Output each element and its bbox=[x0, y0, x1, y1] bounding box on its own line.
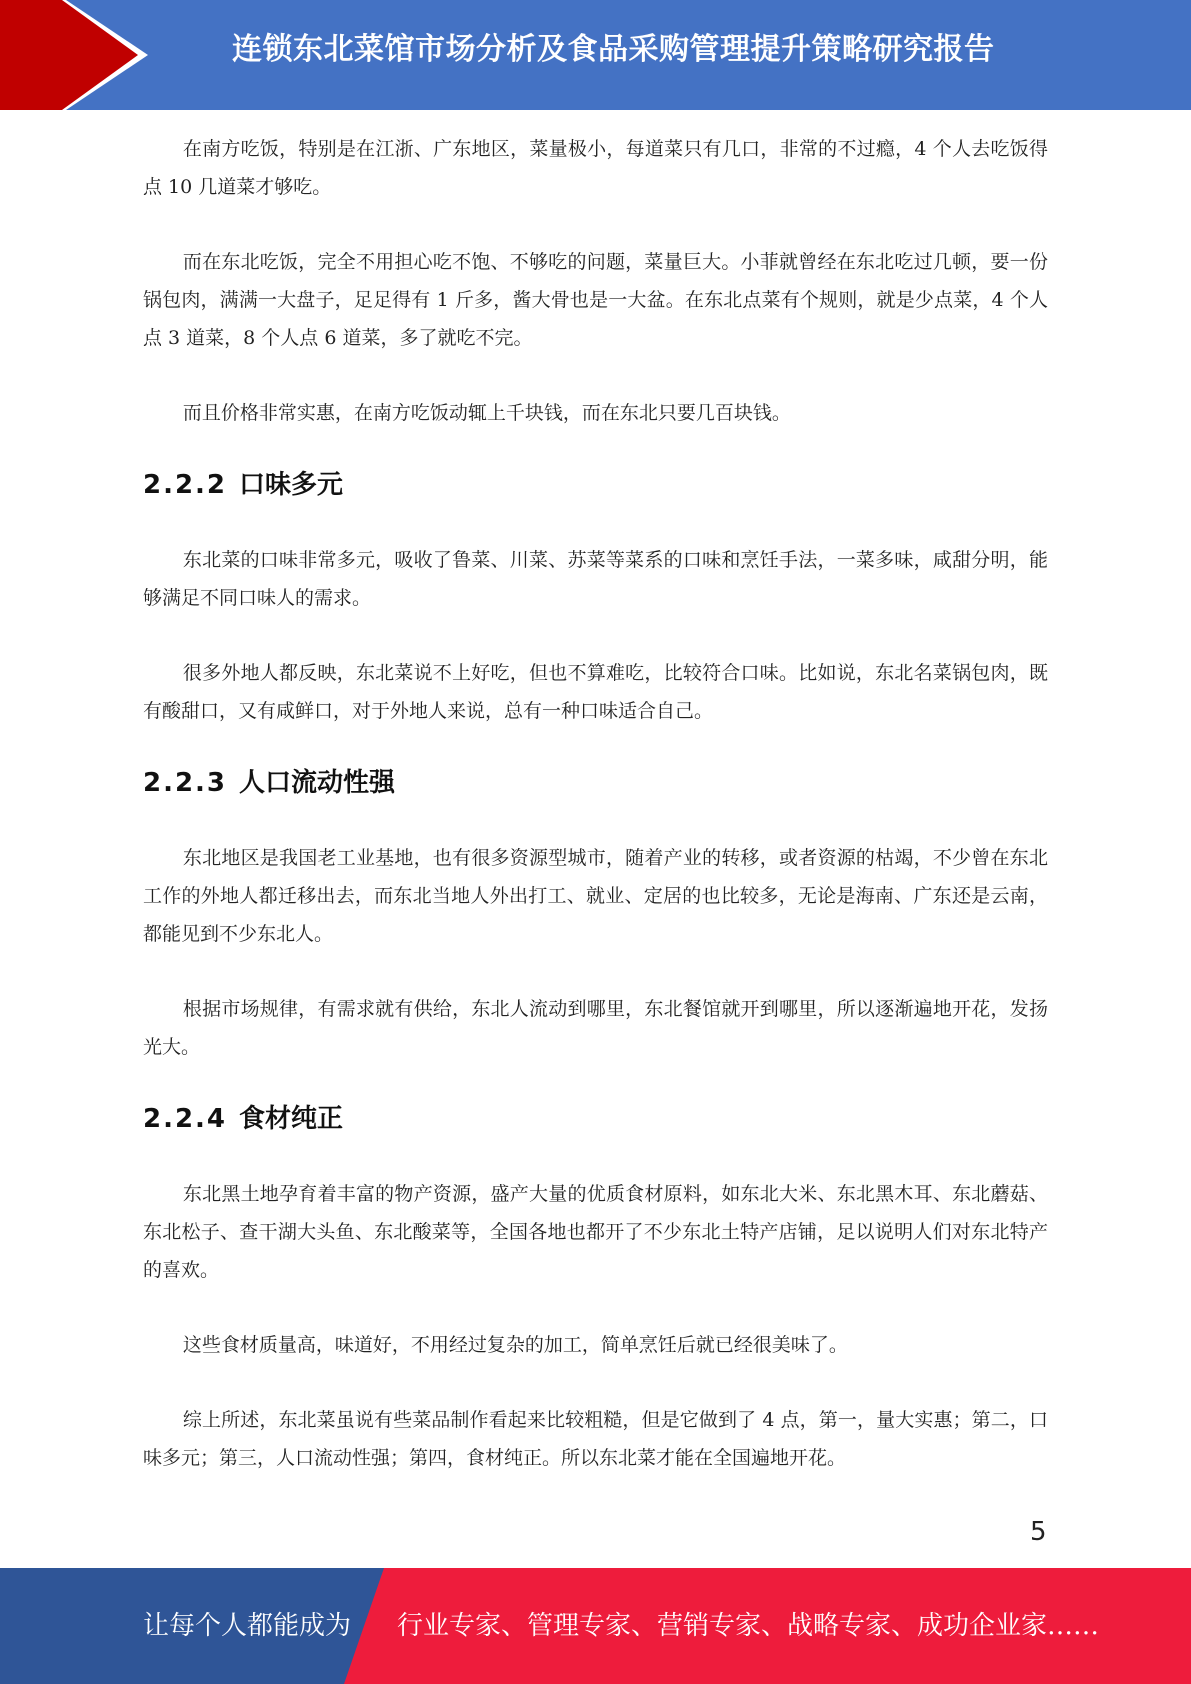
paragraph: 根据市场规律，有需求就有供给，东北人流动到哪里，东北餐馆就开到哪里，所以逐渐遍地开花，发扬光大。 bbox=[143, 998, 1048, 1058]
section-heading-2-2-4 bbox=[143, 1099, 1048, 1139]
paragraph: 而在东北吃饭，完全不用担心吃不饱、不够吃的问题，菜量巨大。小菲就曾经在东北吃过几顿，要一份锅包肉，满满一大盘子，足足得有 1 斤多，酱大骨也是一大盆。在东北点菜有个规则，就是少点菜，4 个人点 3 道菜，8 个人点 6 道菜，多了就吃不完。 bbox=[143, 251, 1048, 349]
page-content bbox=[143, 130, 1048, 1514]
paragraph: 在南方吃饭，特别是在江浙、广东地区，菜量极小，每道菜只有几口，非常的不过瘾，4 个人去吃饭得点 10 几道菜才够吃。 bbox=[143, 138, 1048, 198]
paragraph: 而且价格非常实惠，在南方吃饭动辄上千块钱，而在东北只要几百块钱。 bbox=[182, 402, 791, 424]
paragraph: 这些食材质量高，味道好，不用经过复杂的加工，简单烹饪后就已经很美味了。 bbox=[182, 1334, 848, 1356]
section-title: 口味多元 bbox=[239, 470, 344, 500]
paragraph: 很多外地人都反映，东北菜说不上好吃，但也不算难吃，比较符合口味。比如说，东北名菜锅包肉，既有酸甜口，又有咸鲜口，对于外地人来说，总有一种口味适合自己。 bbox=[143, 662, 1048, 722]
paragraph: 东北黑土地孕育着丰富的物产资源，盛产大量的优质食材原料，如东北大米、东北黑木耳、东北蘑菇、东北松子、查干湖大头鱼、东北酸菜等，全国各地也都开了不少东北土特产店铺，足以说明人们对东北特产的喜欢。 bbox=[143, 1183, 1048, 1281]
section-title: 人口流动性强 bbox=[239, 768, 396, 798]
section-number: 2.2.2 bbox=[143, 470, 228, 500]
section-title: 食材纯正 bbox=[239, 1104, 344, 1134]
footer-slogan-left: 让每个人都能成为 bbox=[143, 1611, 352, 1641]
section-heading-2-2-2 bbox=[143, 465, 1048, 505]
paragraph: 综上所述，东北菜虽说有些菜品制作看起来比较粗糙，但是它做到了 4 点，第一，量大实惠；第二，口味多元；第三，人口流动性强；第四，食材纯正。所以东北菜才能在全国遍地开花。 bbox=[143, 1409, 1048, 1469]
paragraph: 东北地区是我国老工业基地，也有很多资源型城市，随着产业的转移，或者资源的枯竭，不少曾在东北工作的外地人都迁移出去，而东北当地人外出打工、就业、定居的也比较多，无论是海南、广东还是云南，都能见到不少东北人。 bbox=[143, 847, 1048, 945]
page-footer bbox=[0, 1568, 1191, 1684]
document-title: 连锁东北菜馆市场分析及食品采购管理提升策略研究报告 bbox=[232, 32, 995, 67]
page-number: 5 bbox=[1030, 1517, 1047, 1547]
paragraph: 东北菜的口味非常多元，吸收了鲁菜、川菜、苏菜等菜系的口味和烹饪手法，一菜多味，咸甜分明，能够满足不同口味人的需求。 bbox=[143, 549, 1048, 609]
footer-slogan-right: 行业专家、管理专家、营销专家、战略专家、成功企业家…… bbox=[397, 1611, 1100, 1641]
page-header bbox=[0, 0, 1191, 110]
section-heading-2-2-3 bbox=[143, 763, 1048, 803]
section-number: 2.2.3 bbox=[143, 768, 228, 798]
section-number: 2.2.4 bbox=[143, 1104, 228, 1134]
